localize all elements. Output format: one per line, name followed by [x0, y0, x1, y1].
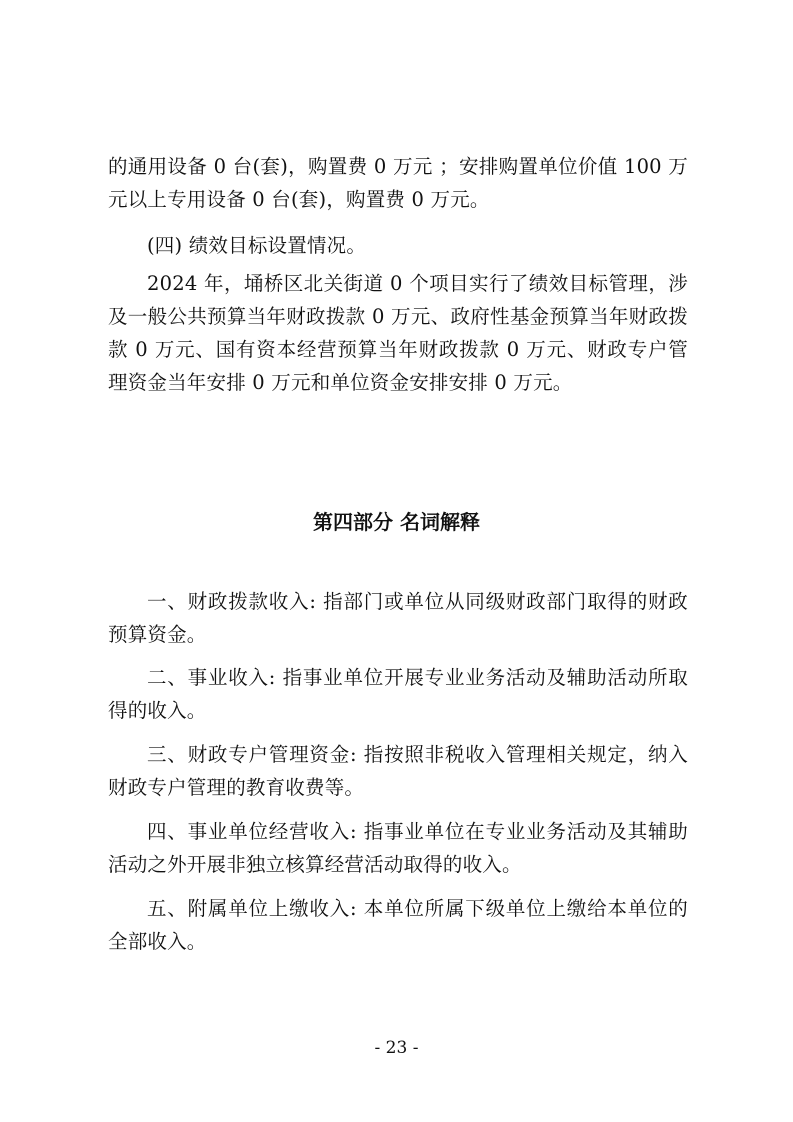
definition-item: 三、财政专户管理资金: 指按照非税收入管理相关规定，纳入财政专户管理的教育收费等。 — [108, 743, 688, 799]
definition-item: 二、事业收入: 指事业单位开展专业业务活动及辅助活动所取得的收入。 — [108, 666, 688, 722]
section-title: 第四部分 名词解释 — [313, 510, 480, 534]
performance-subheading: (四) 绩效目标设置情况。 — [147, 234, 367, 257]
equipment-paragraph: 的通用设备 0 台(套)，购置费 0 万元 ；安排购置单位价值 100 万元以上专用设备 0 台(套)，购置费 0 万元。 — [108, 155, 688, 211]
performance-paragraph: 2024 年，埇桥区北关街道 0 个项目实行了绩效目标管理，涉及一般公共预算当年财政拨款 0 万元、政府性基金预算当年财政拨款 0 万元、国有资本经营预算当年财政拨款 0 万元、财政专户管理资金当年安排 0 万元和单位资金安排安排 0 万元。 — [108, 272, 688, 394]
page-number: - 23 - — [374, 1038, 419, 1058]
definition-item: 五、附属单位上缴收入: 本单位所属下级单位上缴给本单位的全部收入。 — [108, 897, 688, 953]
definition-item: 四、事业单位经营收入: 指事业单位在专业业务活动及其辅助活动之外开展非独立核算经营活动取得的收入。 — [108, 820, 688, 876]
definition-item: 一、财政拨款收入: 指部门或单位从同级财政部门取得的财政预算资金。 — [108, 590, 688, 646]
